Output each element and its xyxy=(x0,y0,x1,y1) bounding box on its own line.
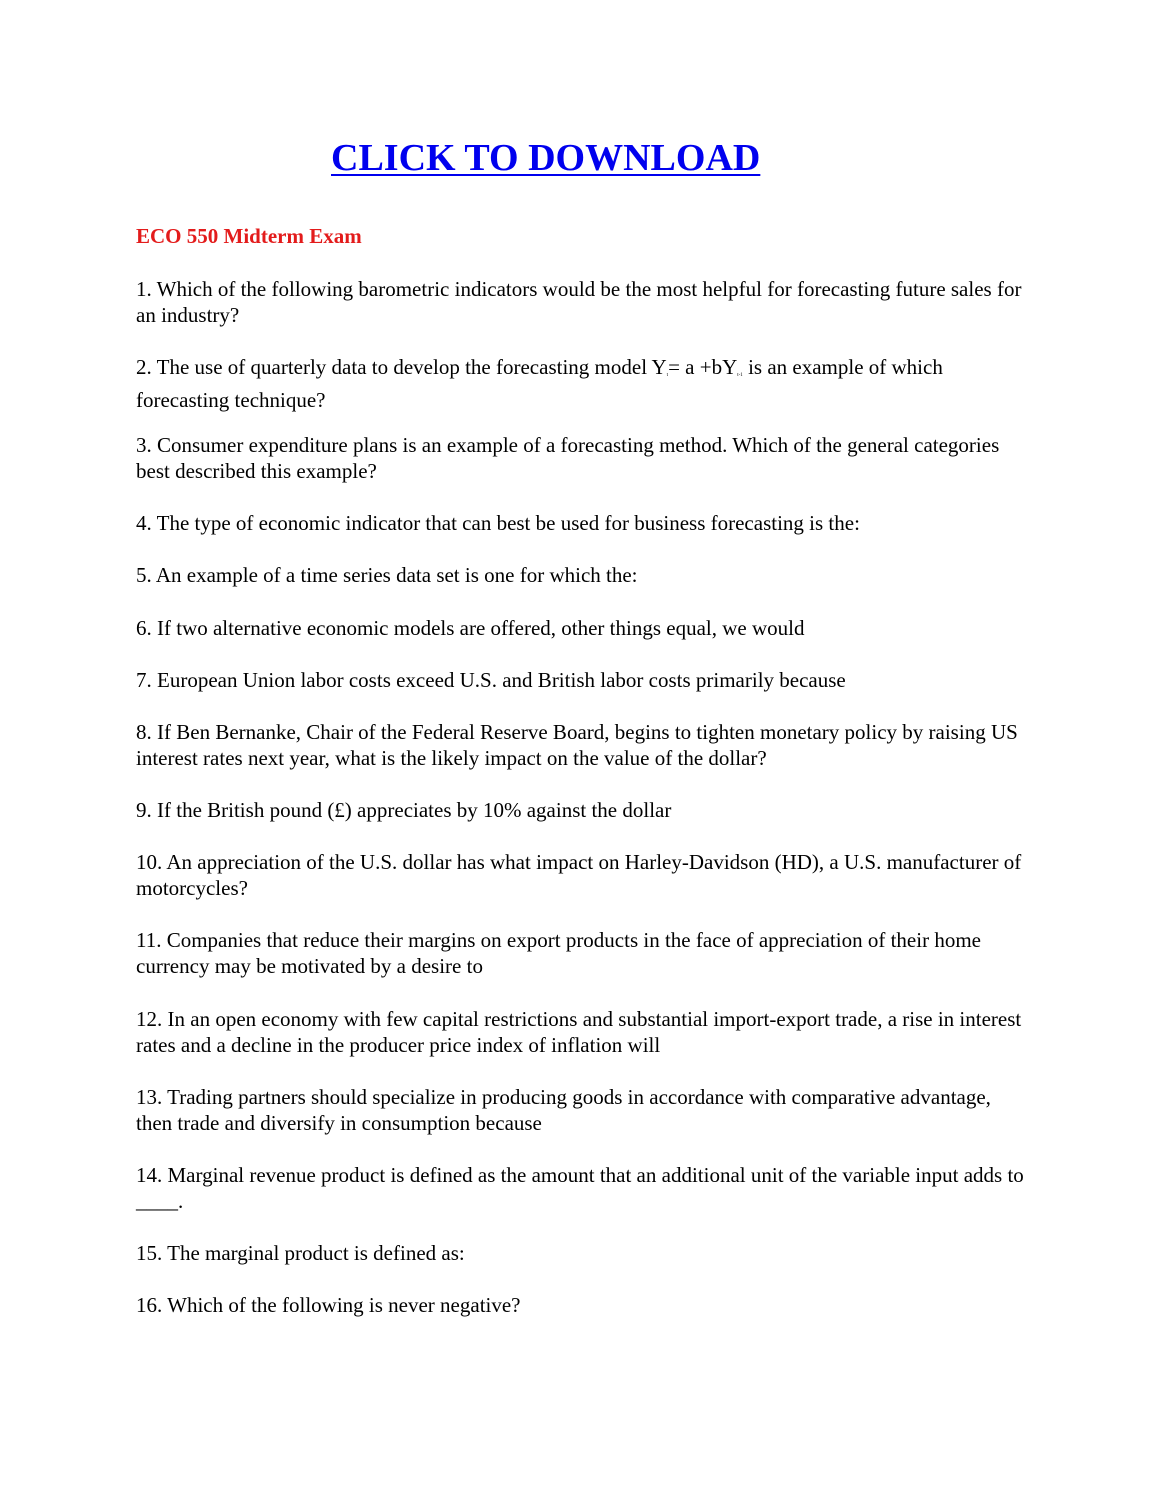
question-2-text-after: is an example of which forecasting technique? xyxy=(136,355,943,412)
question-2 xyxy=(136,354,1026,413)
question-8: 8. If Ben Bernanke, Chair of the Federal Reserve Board, begins to tighten monetary policy by raising US interest rates next year, what is the likely impact on the value of the dollar? xyxy=(136,720,1018,770)
question-15: 15. The marginal product is defined as: xyxy=(136,1241,465,1265)
download-link[interactable]: CLICK TO DOWNLOAD xyxy=(331,137,761,179)
question-5: 5. An example of a time series data set is one for which the: xyxy=(136,563,638,587)
question-4: 4. The type of economic indicator that can best be used for business forecasting is the: xyxy=(136,511,860,535)
question-9: 9. If the British pound (£) appreciates by 10% against the dollar xyxy=(136,798,672,822)
question-1: 1. Which of the following barometric indicators would be the most helpful for forecasting future sales for an industry? xyxy=(136,277,1022,327)
question-7: 7. European Union labor costs exceed U.S. and British labor costs primarily because xyxy=(136,668,846,692)
question-11: 11. Companies that reduce their margins on export products in the face of appreciation of their home currency may be motivated by a desire to xyxy=(136,928,981,978)
question-12: 12. In an open economy with few capital restrictions and substantial import-export trade, a rise in interest rates and a decline in the producer price index of inflation will xyxy=(136,1007,1022,1057)
question-13: 13. Trading partners should specialize in producing goods in accordance with comparative advantage, then trade and diversify in consumption because xyxy=(136,1085,991,1135)
question-2-text-before: 2. The use of quarterly data to develop the forecasting model Y xyxy=(136,355,667,379)
subscript-t: t xyxy=(666,373,669,378)
question-10: 10. An appreciation of the U.S. dollar has what impact on Harley-Davidson (HD), a U.S. manufacturer of motorcycles? xyxy=(136,850,1022,900)
question-16: 16. Which of the following is never negative? xyxy=(136,1293,521,1317)
question-6: 6. If two alternative economic models are offered, other things equal, we would xyxy=(136,616,805,640)
question-3: 3. Consumer expenditure plans is an example of a forecasting method. Which of the general categories best described this example? xyxy=(136,433,1000,483)
subscript-t-minus-1: t-1 xyxy=(737,373,743,378)
exam-title: ECO 550 Midterm Exam xyxy=(136,224,362,248)
question-2-text-middle: = a +bY xyxy=(668,355,738,379)
question-14: 14. Marginal revenue product is defined as the amount that an additional unit of the variable input adds to ____. xyxy=(136,1163,1024,1213)
